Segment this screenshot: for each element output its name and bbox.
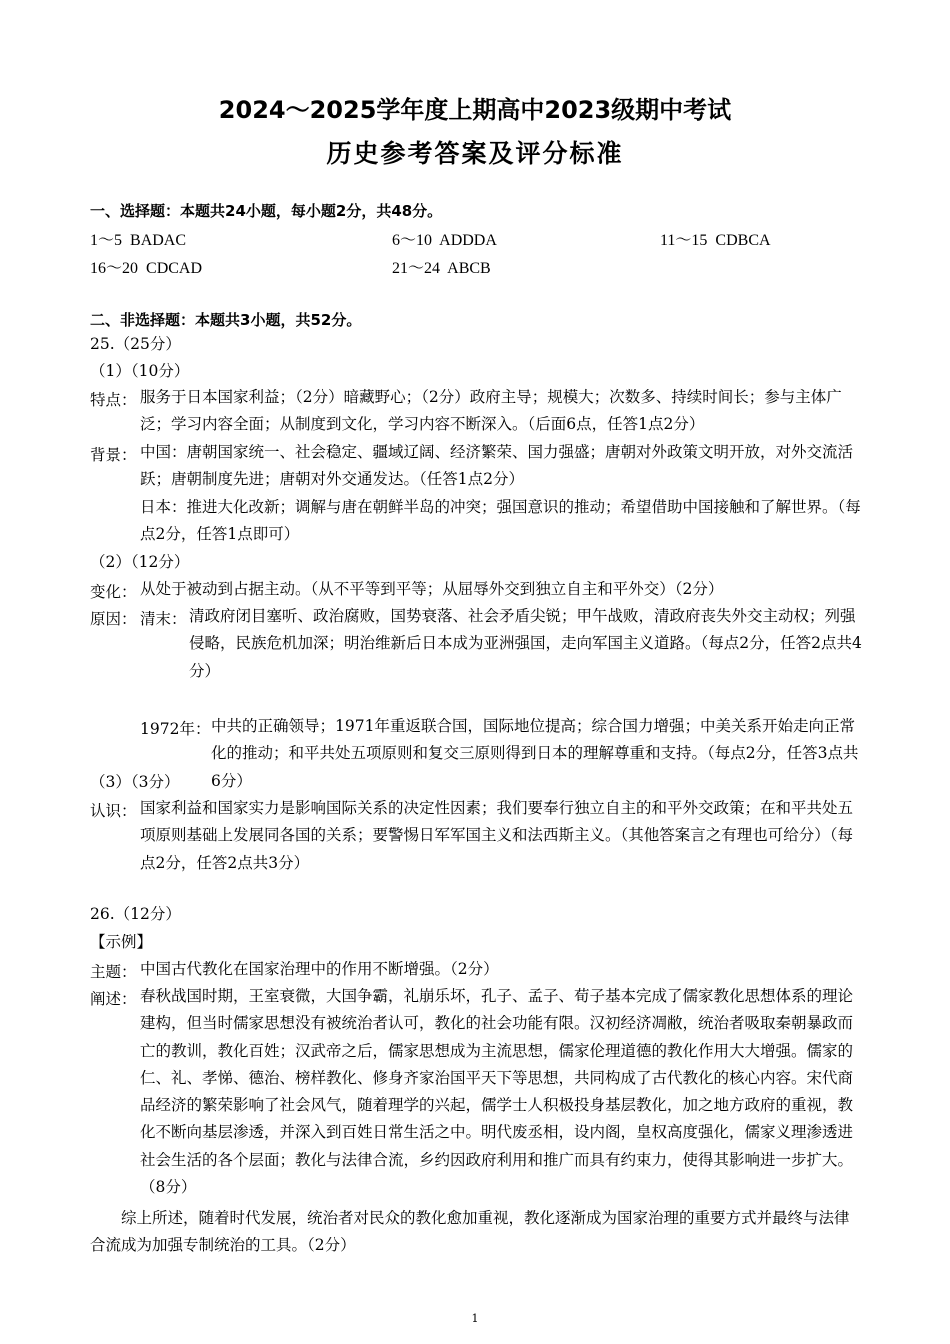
summary-paragraph: 综上所述，随着时代发展，统治者对民众的教化愈加重视，教化逐渐成为国家治理的重要方式并最终与法律合流成为加强专制统治的工具。（2分） bbox=[90, 1209, 850, 1255]
example-label: 【示例】 bbox=[90, 933, 153, 951]
answer-range: 11～15 bbox=[660, 232, 708, 249]
answer-key: CDBCA bbox=[715, 232, 771, 249]
answer-group bbox=[90, 227, 186, 250]
theme-label: 主题： bbox=[90, 963, 137, 981]
understanding-label: 认识： bbox=[90, 802, 137, 820]
late-qing-text: 清政府闭目塞听、政治腐败，国势衰落、社会矛盾尖锐；甲午战败，清政府丧失外交主动权；列强侵略，民族危机加深；明治维新后日本成为亚洲强国，走向军国主义道路。（每点2分，任答2点共4分） bbox=[189, 607, 862, 680]
feature-text: 服务于日本国家利益；（2分）暗藏野心；（2分）政府主导；规模大；次数多、持续时间长；参与主体广泛；学习内容全面；从制度到文化，学习内容不断深入。（后面6点，任答1点2分） bbox=[140, 388, 842, 434]
elaboration-label: 阐述： bbox=[90, 990, 137, 1008]
understanding-text: 国家利益和国家实力是影响国际关系的决定性因素；我们要奉行独立自主的和平外交政策；在和平共处五项原则基础上发展同各国的关系；要警惕日军军国主义和法西斯主义。（其他答案言之有理也可给分）（每点2分，任答2点共3分） bbox=[140, 799, 854, 872]
q25-part1-heading: （1）（10分） bbox=[90, 362, 190, 380]
elaboration-text: 春秋战国时期，王室衰微，大国争霸，礼崩乐坏，孔子、孟子、荀子基本完成了儒家教化思想体系的理论建构，但当时儒家思想没有被统治者认可，教化的社会功能有限。汉初经济凋敝，统治者吸取秦朝暴政而亡的教训，教化百姓；汉武帝之后，儒家思想成为主流思想，儒家伦理道德的教化作用大大增强。儒家的仁、礼、孝悌、德治、榜样教化、修身齐家治国平天下等思想，共同构成了古代教化的核心内容。宋代商品经济的繁荣影响了社会风气，随着理学的兴起，儒学士人积极投身基层教化，加之地方政府的重视，教化不断向基层渗透，并深入到百姓日常生活之中。明代废丞相，设内阁，皇权高度强化，儒家义理渗透进社会生活的各个层面；教化与法律合流，乡约因政府利用和推广而具有约束力，使得其影响进一步扩大。（8分） bbox=[140, 987, 854, 1197]
answer-key: CDCAD bbox=[146, 260, 203, 277]
late-qing-label: 清末： bbox=[140, 610, 187, 628]
q25-part2-heading: （2）（12分） bbox=[90, 553, 190, 571]
answer-key: ADDDA bbox=[439, 232, 497, 249]
answer-group bbox=[392, 255, 491, 278]
reason-label: 原因： bbox=[90, 610, 137, 628]
answer-key: BADAC bbox=[130, 232, 187, 249]
answer-group bbox=[90, 255, 202, 278]
change-text: 从处于被动到占据主动。（从不平等到平等；从屈辱外交到独立自主和平外交）（2分） bbox=[140, 580, 724, 598]
document-subtitle: 历史参考答案及评分标准 bbox=[326, 139, 624, 168]
background-china-text: 中国：唐朝国家统一、社会稳定、疆域辽阔、经济繁荣、国力强盛；唐朝对外政策文明开放，对外交流活跃；唐朝制度先进；唐朝对外交通发达。（任答1点2分） bbox=[140, 443, 854, 489]
background-label: 背景： bbox=[90, 446, 137, 464]
theme-text: 中国古代教化在国家治理中的作用不断增强。（2分） bbox=[140, 960, 499, 978]
background-japan-text: 日本：推进大化改新；调解与唐在朝鲜半岛的冲突；强国意识的推动；希望借助中国接触和了解世界。（每点2分，任答1点即可） bbox=[140, 498, 861, 544]
page-number: 1 bbox=[471, 1312, 479, 1325]
document-title: 2024～2025学年度上期高中2023级期中考试 bbox=[218, 96, 732, 124]
answer-key: ABCB bbox=[447, 260, 491, 277]
q25-part3-heading: （3）（3分） bbox=[90, 773, 180, 791]
answer-range: 21～24 bbox=[392, 260, 441, 277]
answer-group bbox=[392, 227, 497, 250]
feature-label: 特点： bbox=[90, 391, 137, 409]
year-1972-label: 1972年： bbox=[140, 720, 211, 738]
answer-group bbox=[660, 227, 771, 250]
change-label: 变化： bbox=[90, 583, 137, 601]
section2-heading: 二、非选择题：本题共3小题，共52分。 bbox=[90, 311, 362, 329]
answer-range: 16～20 bbox=[90, 260, 139, 277]
answer-range: 6～10 bbox=[392, 232, 433, 249]
year-1972-text: 中共的正确领导；1971年重返联合国，国际地位提高；综合国力增强；中美关系开始走向正常化的推动；和平共处五项原则和复交三原则得到日本的理解尊重和支持。（每点2分，任答3点共6分） bbox=[211, 717, 859, 790]
q26-heading: 26.（12分） bbox=[90, 905, 181, 923]
q25-heading: 25.（25分） bbox=[90, 335, 181, 353]
answer-range: 1～5 bbox=[90, 232, 123, 249]
section1-heading: 一、选择题：本题共24小题，每小题2分，共48分。 bbox=[90, 202, 443, 220]
